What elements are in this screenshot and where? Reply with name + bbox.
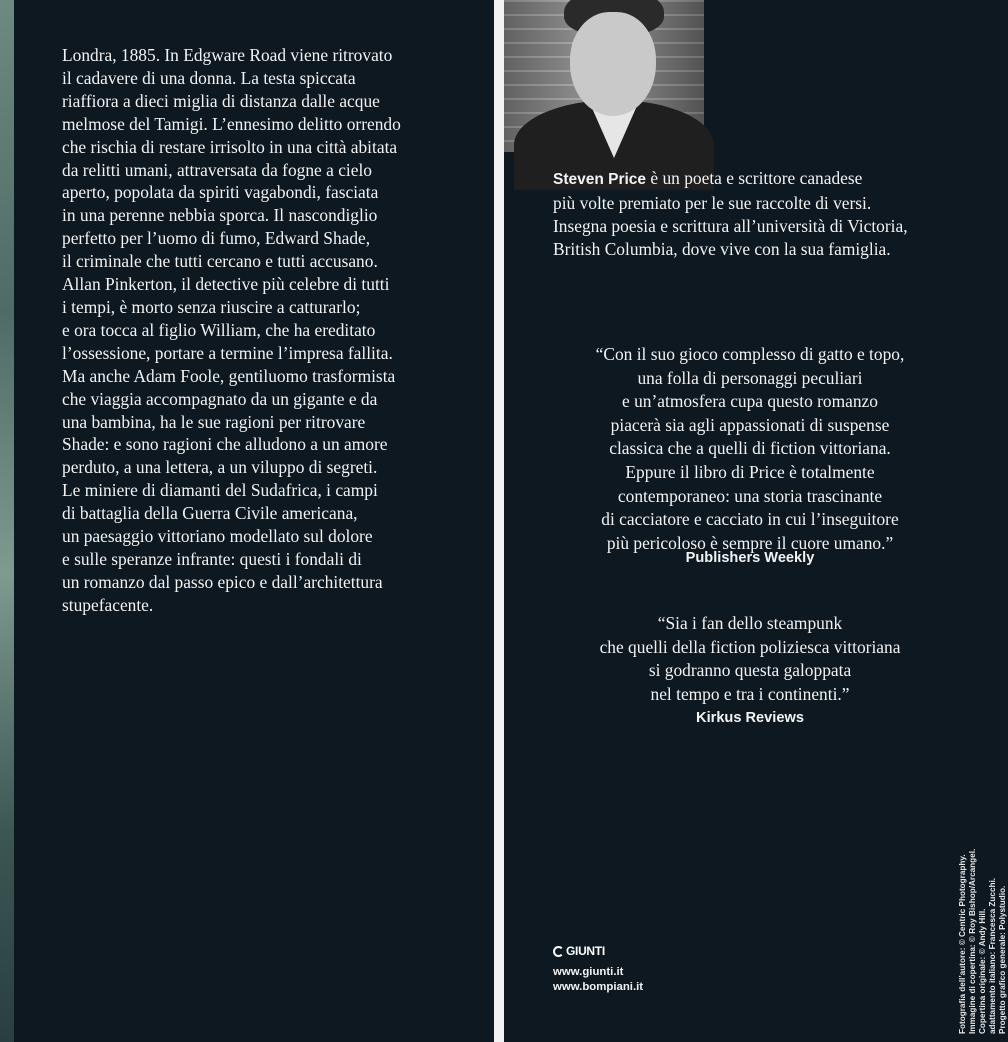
credit-line: Copertina originale: © Andy Hill. [978,908,987,1034]
quote-line: una folla di personaggi peculiari [637,367,863,388]
synopsis-line: che viaggia accompagnato da un gigante e da [62,388,378,409]
synopsis-line: che rischia di restare irrisolto in una città abitata [62,136,398,157]
bio-line: British Columbia, dove vive con la sua famiglia. [553,238,891,259]
quote-line: classica che a quelli di fiction vittoriana. [609,438,891,459]
quote-source-publishers-weekly: Publishers Weekly [685,550,815,566]
quote-line: contemporaneo: una storia trascinante [617,485,883,506]
author-name: Steven Price [553,171,647,188]
synopsis-line: il cadavere di una donna. La testa spiccata [62,67,356,88]
synopsis-line: melmose del Tamigi. L’ennesimo delitto orrendo [62,113,401,134]
synopsis-line: Londra, 1885. In Edgware Road viene ritrovato [62,45,393,65]
quote-source-kirkus: Kirkus Reviews [696,710,804,726]
synopsis-line: e ora tocca al figlio William, che ha ereditato [62,319,376,340]
synopsis-text [62,44,482,617]
credit-line: Fotografia dell’autore: © Centric Photography. [958,854,967,1034]
quote-line: “Con il suo gioco complesso di gatto e topo, [595,344,905,364]
photo-face [570,12,656,116]
review-quote-kirkus [520,612,980,706]
giunti-logo-icon [553,946,564,957]
synopsis-line: da relitti umani, attraversata da fogne a cielo [62,159,372,180]
synopsis-line: di battaglia della Guerra Civile americana, [62,503,358,524]
bio-line-rest: è un poeta e scrittore canadese [646,168,863,188]
quote-line: nel tempo e tra i continenti.” [650,683,850,704]
quote-line: e un’atmosfera cupa questo romanzo [622,391,878,412]
synopsis-line: e sulle speranze infrante: questi i fondali di [62,548,362,569]
front-cover-edge [0,0,14,1042]
synopsis-line: un romanzo dal passo epico e dall’architettura [62,571,383,592]
synopsis-line: Allan Pinkerton, il detective più celebre di tutti [62,274,390,295]
flap-divider [494,0,504,1042]
quote-line: Eppure il libro di Price è totalmente [625,461,875,482]
synopsis-line: perfetto per l’uomo di fumo, Edward Shade, [62,228,371,249]
bio-line: più volte premiato per le sue raccolte di versi. [553,192,872,213]
giunti-logo-text: GIUNTI [566,944,605,958]
quote-line: si godranno questa galoppata [648,660,852,681]
synopsis-line: i tempi, è morto senza riuscire a catturarlo; [62,296,361,317]
bio-line: Insegna poesia e scrittura all’università di Victoria, [553,215,908,236]
synopsis-line: stupefacente. [62,594,154,615]
bio-line [553,167,983,192]
author-bio [553,167,983,261]
giunti-logo [553,942,605,960]
quote-line: di cacciatore e cacciato in cui l’inseguitore [601,509,899,530]
quote-line: che quelli della fiction poliziesca vittoriana [599,636,901,657]
quote-line: “Sia i fan dello steampunk [657,613,843,633]
image-credits [958,824,1008,1034]
synopsis-line: riaffiora a dieci miglia di distanza dalle acque [62,90,380,111]
synopsis-line: un paesaggio vittoriano modellato sul dolore [62,526,373,547]
author-photo [504,0,704,152]
synopsis-line: una bambina, ha le sue ragioni per ritrovare [62,411,366,432]
synopsis-line: Le miniere di diamanti del Sudafrica, i campi [62,480,378,501]
review-quote-publishers-weekly [520,343,980,555]
credit-line: Progetto grafico generale: Polystudio. [998,885,1007,1034]
credit-line: Immagine di copertina: © Roy Bishop/Arcangel. [968,848,977,1034]
synopsis-line: Ma anche Adam Foole, gentiluomo trasformista [62,365,396,386]
credit-line: adattamento italiano: Francesca Zucchi. [988,877,997,1034]
synopsis-line: il criminale che tutti cercano e tutti accusano. [62,251,378,272]
synopsis-line: Shade: e sono ragioni che alludono a un amore [62,434,388,455]
url-giunti: www.giunti.it [553,966,624,978]
synopsis-line: in una perenne nebbia sporca. Il nascondiglio [62,205,378,226]
synopsis-line: aperto, popolata da spiriti vagabondi, fasciata [62,182,379,203]
synopsis-line: perduto, a una lettera, a un viluppo di segreti. [62,457,378,478]
url-bompiani: www.bompiani.it [553,981,644,993]
quote-line: più pericoloso è sempre il cuore umano.” [606,532,894,553]
quote-line: piacerà sia agli appassionati di suspense [610,414,890,435]
synopsis-line: l’ossessione, portare a termine l’impresa fallita. [62,342,393,363]
